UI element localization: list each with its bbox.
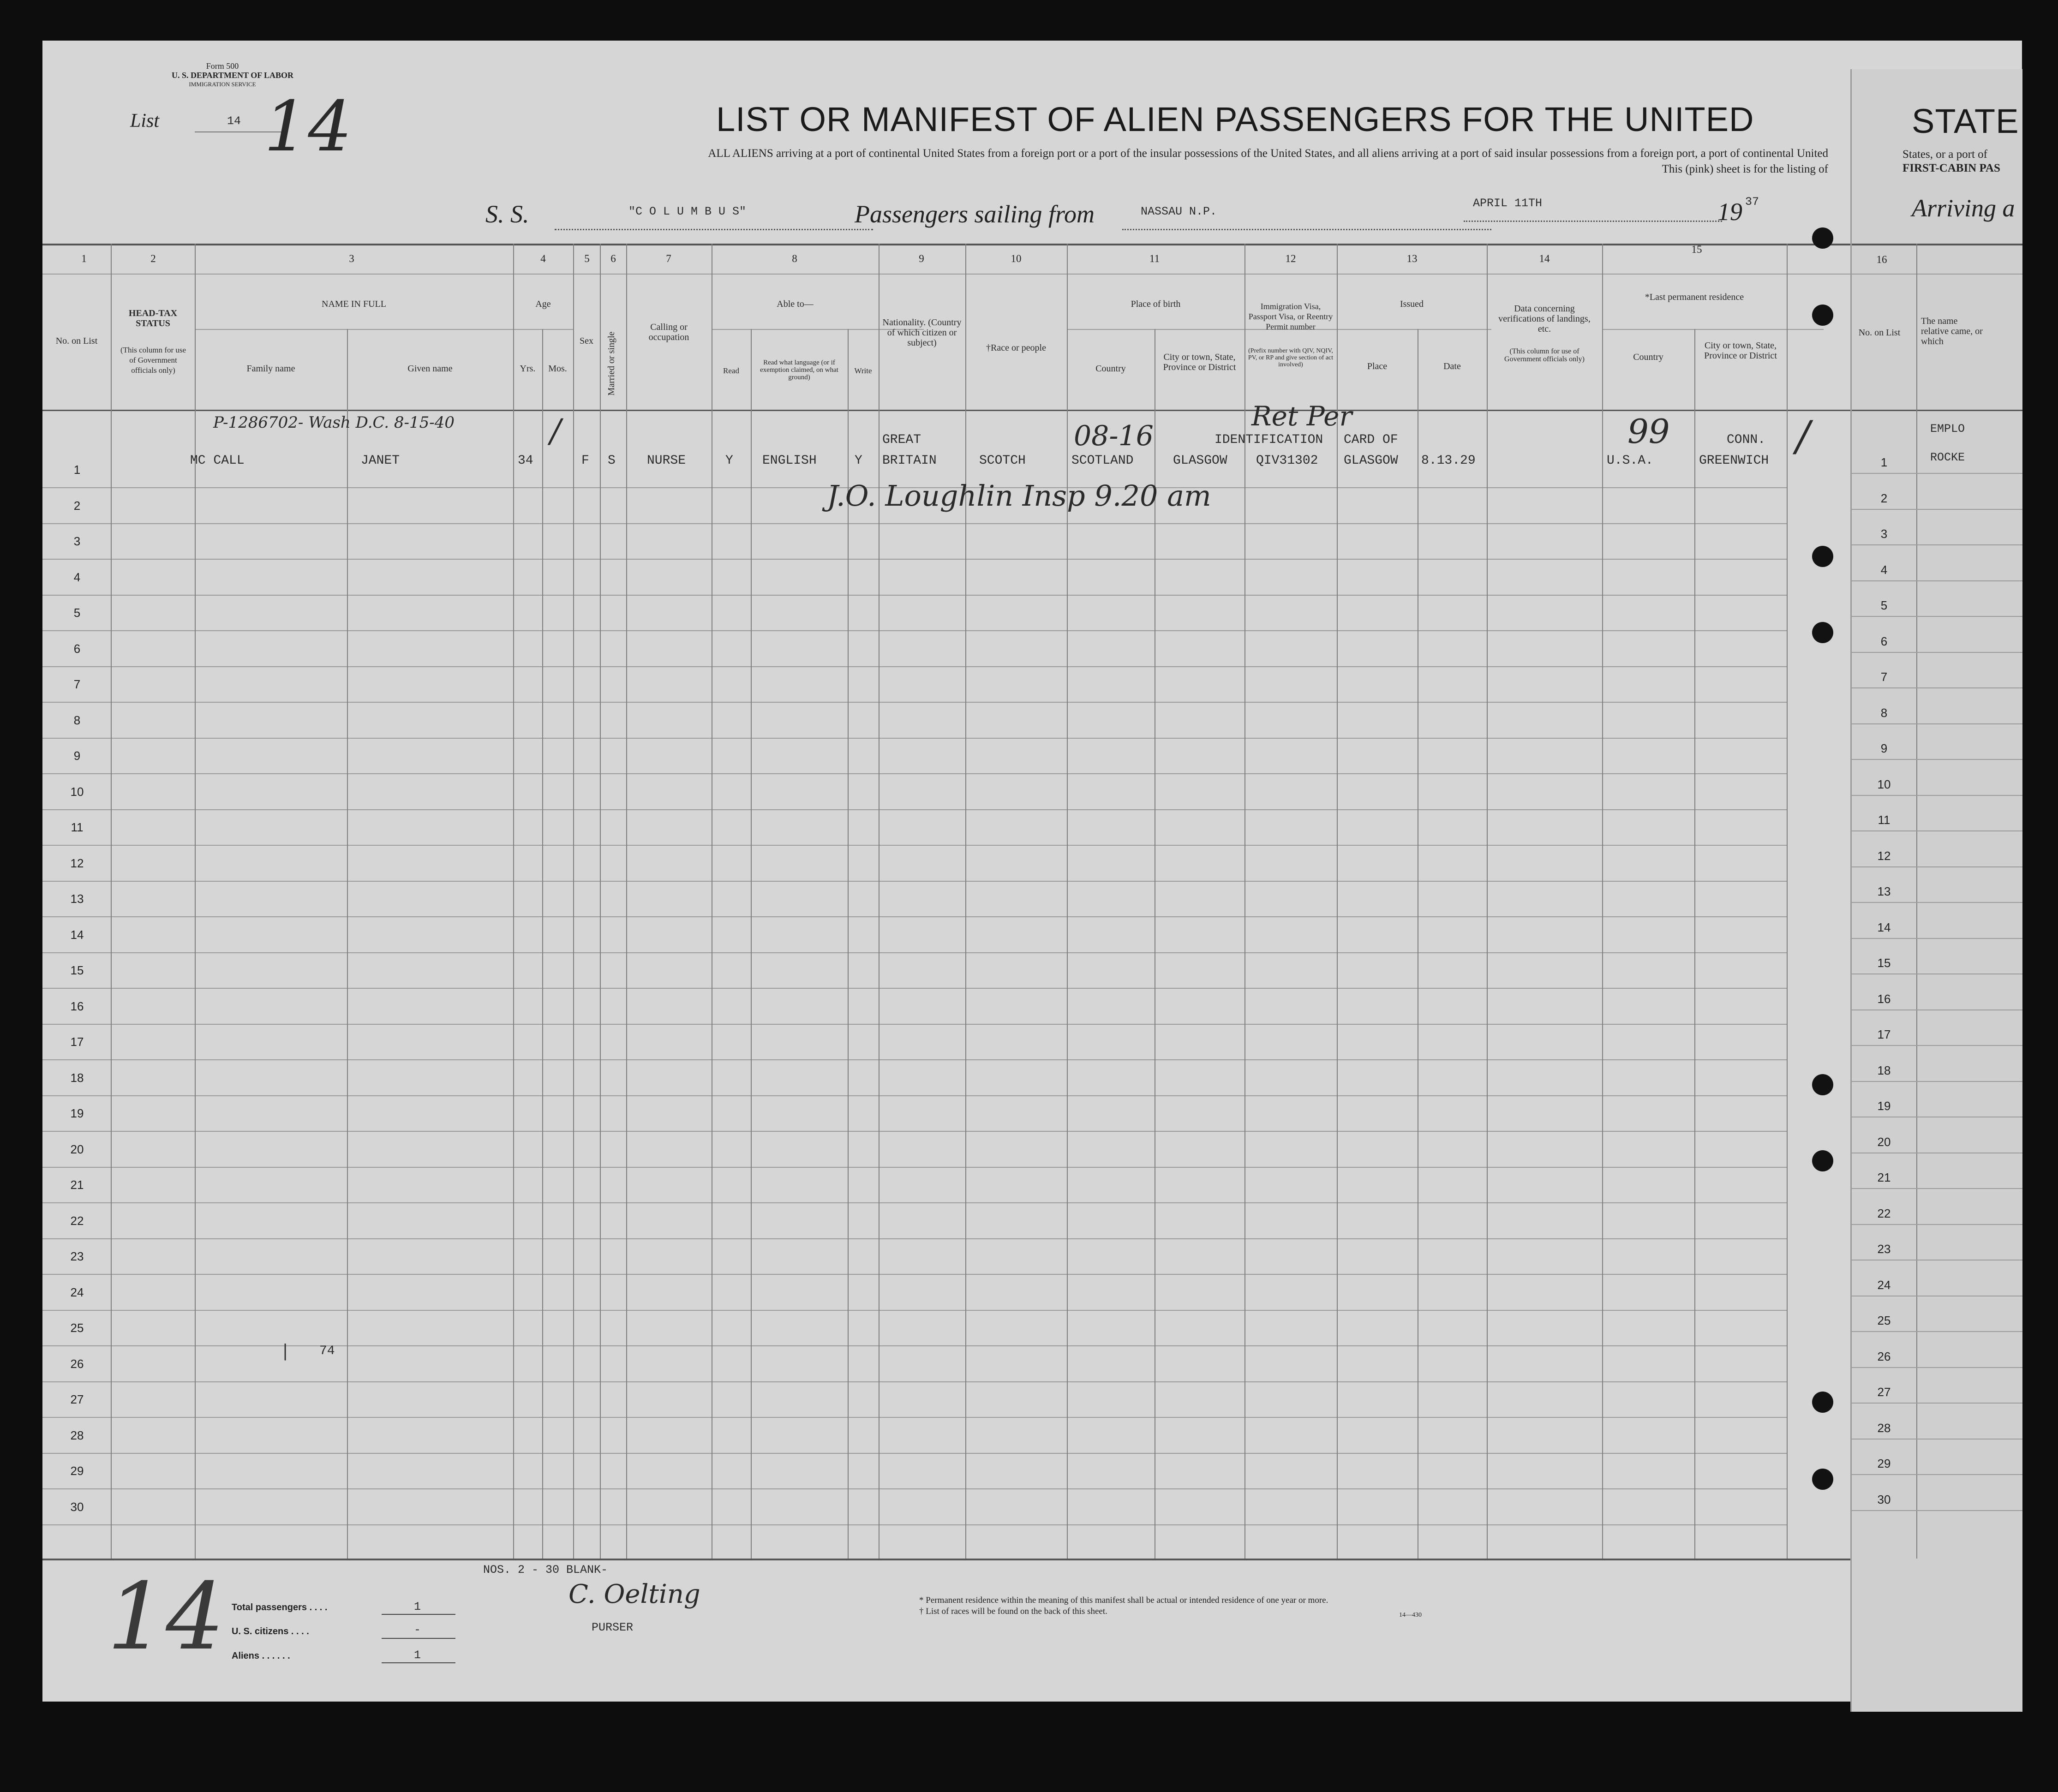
passenger-nationality-2: BRITAIN [882,454,937,468]
manifest-sheet [42,41,2022,1702]
row-line [42,1345,1787,1346]
hdr-family-name: Family name [246,364,295,374]
col-number-15: 15 [1691,244,1702,255]
col-number-4: 4 [540,253,546,264]
row-number: 21 [70,1178,84,1192]
punch-hole [1812,1469,1833,1490]
passenger-nationality-1: GREAT [882,433,921,447]
row-line [42,809,1787,810]
name-subheader-line [195,329,541,330]
passenger-res-country: U.S.A. [1607,454,1653,468]
birth-annotation: 08-16 [1074,420,1154,452]
form-reference [172,61,294,89]
col-number-6: 6 [610,253,616,264]
row-line-adjacent [1852,795,2022,796]
adjacent-sheet [1850,69,2022,1712]
row-number-adjacent: 9 [1880,741,1888,755]
row-number-adjacent: 8 [1880,705,1888,720]
visa-annotation: Ret Per [1251,400,1352,432]
blank-note: NOS. 2 - 30 BLANK- [483,1563,608,1577]
col-line-9 [965,244,966,1559]
row-line-adjacent [1852,1224,2022,1225]
citizens-label: U. S. citizens . . . . [232,1626,309,1637]
hdr-verifications-note: (This column for use of Government officials only) [1504,347,1585,363]
row-line-adjacent [1852,1331,2022,1332]
table-bottom-border [42,1559,1870,1560]
purser-signature: C. Oelting [568,1579,700,1609]
arriving-label: Arriving a [1912,194,2015,222]
hdr-nationality: Nationality. (Country of which citizen or subject) [882,317,962,348]
row-line [42,1488,1787,1489]
purser-label: PURSER [592,1621,634,1634]
row-number: 12 [70,856,84,870]
adj-col-line [1916,244,1917,1559]
col-line-3 [513,244,514,1559]
hdr-res-country: Country [1633,352,1663,362]
row-line [42,1095,1787,1096]
row-number-adjacent: 10 [1877,777,1891,791]
row-line-adjacent [1852,616,2022,617]
row-number-adjacent: 27 [1877,1385,1891,1399]
aliens-value: 1 [414,1649,421,1662]
row-line [42,916,1787,917]
row-number-adjacent: 22 [1877,1206,1891,1220]
row-number-adjacent: 30 [1877,1492,1891,1506]
row-line-adjacent [1852,1403,2022,1404]
passenger-sex: F [581,454,589,468]
punch-hole [1812,546,1833,567]
row-number-adjacent: 19 [1877,1099,1891,1113]
hdr-write: Write [854,366,872,375]
col-line-15 [1787,244,1788,1559]
row-number: 10 [70,784,84,799]
list-label: List [130,110,160,131]
row-number-adjacent: 14 [1877,920,1891,934]
row-line [42,559,1787,560]
aliens-label: Aliens . . . . . . [232,1651,290,1661]
col-line-6 [626,244,627,1559]
row-line-adjacent [1852,723,2022,724]
residence-subheader-line [1602,329,1824,330]
col-number-1: 1 [81,253,87,264]
hdr-read: Read [723,366,739,375]
row-line-adjacent [1852,687,2022,688]
row-number: 7 [73,677,81,691]
passenger-birth-city: GLASGOW [1173,454,1227,468]
row-number: 16 [70,999,84,1013]
row-number: 25 [70,1321,84,1335]
row-number-adjacent: 18 [1877,1063,1891,1077]
hdr-given-name: Given name [407,364,453,374]
row-number: 5 [73,606,81,620]
row-number-adjacent: 15 [1877,956,1891,970]
row-number: 6 [73,641,81,656]
row-number: 30 [70,1499,84,1514]
col-number-13: 13 [1406,253,1418,264]
intro-line-1: ALL ALIENS arriving at a port of continental United States from a foreign port or a port of the insular possessions of the United States, and all aliens arriving at a port of said insular possessions from a foreign port, a port of continental United [708,147,1828,160]
row-number-adjacent: 1 [1880,455,1888,469]
footer-handwritten-page: 14 [107,1563,225,1671]
col-number-16: 16 [1876,254,1887,265]
passenger-visa-1: IDENTIFICATION [1214,433,1323,447]
total-passengers-label: Total passengers . . . . [232,1602,328,1613]
row-number: 19 [70,1106,84,1120]
row-number-adjacent: 25 [1877,1314,1891,1327]
ss-label: S. S. [485,200,529,228]
row-line [42,773,1787,774]
row-line-adjacent [1852,866,2022,867]
row-line [42,845,1787,846]
punch-hole [1812,1150,1833,1171]
citizens-value: - [414,1623,421,1637]
row-number-adjacent: 16 [1877,992,1891,1006]
passenger-issued-place-1: CARD OF [1344,433,1398,447]
year-suffix: 37 [1745,195,1759,209]
hdr-name-in-full: NAME IN FULL [322,299,386,309]
sailing-label: Passengers sailing from [855,200,1095,228]
col-line-4a [542,329,543,1559]
header-bottom-border [42,410,1870,411]
hdr-no-on-list-2: No. on List [1858,328,1901,338]
row-number: 23 [70,1249,84,1263]
residence-slash: / [1796,412,1810,460]
row-line-adjacent [1852,1009,2022,1010]
row-line-adjacent [1852,1510,2022,1511]
row-line-adjacent [1852,473,2022,474]
row-number: 26 [70,1356,84,1371]
passenger-family-name: MC CALL [190,454,245,468]
row-line [42,1202,1787,1203]
row-number-adjacent: 2 [1880,491,1888,505]
row-number-adjacent: 20 [1877,1135,1891,1149]
departure-port: NASSAU N.P. [1141,205,1217,218]
row-number-adjacent: 4 [1880,562,1888,577]
row-number-adjacent: 3 [1880,527,1888,541]
port-underline [1122,229,1491,230]
row-line [42,738,1787,739]
col-line-5 [600,244,601,1559]
row-line-adjacent [1852,1474,2022,1475]
row-line [42,595,1787,596]
row-number: 4 [73,570,81,584]
hdr-no-on-list: No. on List [55,336,98,346]
row-line [42,1310,1787,1311]
intro-line-2: This (pink) sheet is for the listing of [1662,163,1828,175]
passenger-read: Y [725,454,733,468]
department: U. S. DEPARTMENT OF LABOR [172,71,294,80]
col-number-2: 2 [150,253,156,264]
row-number: 13 [70,892,84,906]
row-number-adjacent: 23 [1877,1242,1891,1256]
punch-hole [1812,622,1833,643]
row-number-adjacent: 6 [1880,634,1888,648]
passenger-language: ENGLISH [762,454,817,468]
row-number: 18 [70,1070,84,1085]
row-number: 28 [70,1428,84,1442]
col-line-10 [1067,244,1068,1559]
passenger-given-name: JANET [361,454,400,468]
passenger-issued-date: 8.13.29 [1421,454,1476,468]
row-number: 14 [70,927,84,942]
row-line [42,1059,1787,1060]
age-subheader-line [513,329,573,330]
row26-tick: | [282,1342,288,1361]
row-line [42,630,1787,631]
col-line-14 [1602,244,1603,1559]
hdr-birth-city: City or town, State, Province or District [1163,352,1236,372]
passenger-write: Y [855,454,862,468]
col-line-12 [1337,244,1338,1559]
punch-hole [1812,227,1833,249]
hdr-relative: The name relative came, or which [1921,316,1983,346]
hdr-age: Age [535,299,551,309]
row-line-adjacent [1852,1081,2022,1082]
col-line-4 [573,244,574,1559]
row-number: 9 [73,749,81,763]
row-line [42,1238,1787,1239]
table-top-border [42,244,1870,245]
passenger-issued-place-2: GLASGOW [1344,454,1398,468]
row-number-adjacent: 21 [1877,1171,1891,1184]
row-number-adjacent: 26 [1877,1349,1891,1363]
residence-annotation: 99 [1627,412,1670,451]
row-line [42,881,1787,882]
col-number-8: 8 [792,253,797,264]
row-line-adjacent [1852,1045,2022,1046]
row-line-adjacent [1852,580,2022,581]
intro-continued-2: FIRST-CABIN PAS [1902,162,2000,174]
row-line [42,988,1787,989]
row-number: 20 [70,1142,84,1156]
hdr-head-tax-note: (This column for use of Government officials only) [120,346,186,375]
hdr-mos: Mos. [548,364,567,374]
row-number-adjacent: 17 [1877,1027,1891,1041]
hdr-yrs: Yrs. [520,364,536,374]
row-number-adjacent: 12 [1877,848,1891,863]
row-number: 8 [73,713,81,727]
hdr-res-city: City or town, State, Province or District [1704,340,1777,361]
intro-continued [1902,148,2000,175]
ship-name: "C O L U M B U S" [628,205,747,218]
col-line-8a [751,329,752,1559]
row-line-adjacent [1852,830,2022,831]
departure-date: APRIL 11TH [1473,197,1543,210]
row-line [42,1167,1787,1168]
column-number-divider [42,274,1870,275]
passenger-occupation: NURSE [647,454,686,468]
hdr-calling: Calling or occupation [648,322,689,342]
row-number: 24 [70,1285,84,1299]
col-number-11: 11 [1149,253,1160,264]
citizens-line [382,1638,455,1639]
row-line-adjacent [1852,938,2022,939]
row-line [42,523,1787,524]
hdr-visa: Immigration Visa, Passport Visa, or Reentry Permit number [1248,302,1333,331]
ship-underline [555,229,873,230]
intro-continued-1: States, or a port of [1902,148,1987,161]
col-number-9: 9 [919,253,924,264]
col-line-1 [111,244,112,1559]
hdr-place-of-birth: Place of birth [1131,299,1181,309]
hdr-head-tax: HEAD-TAX STATUS [128,308,178,329]
row-number-adjacent: 7 [1880,670,1888,684]
row-line [42,1024,1787,1025]
form-number: Form 500 [206,61,239,71]
punch-hole [1812,1074,1833,1095]
hdr-last-residence: *Last permanent residence [1645,292,1744,302]
adj-top-border [1852,244,2022,245]
col-line-13 [1487,244,1488,1559]
hdr-issued: Issued [1400,299,1424,309]
row-line-adjacent [1852,902,2022,903]
passenger-relative-2: ROCKE [1930,451,1965,464]
punch-hole [1812,305,1833,326]
passenger-annotation: P-1286702- Wash D.C. 8-15-40 [213,413,455,432]
row-line [42,702,1787,703]
col-line-8b [848,329,849,1559]
row-number-adjacent: 11 [1878,813,1890,827]
hdr-married: Married or single [606,331,616,396]
intro-text [379,146,1828,177]
col-line-15a [1694,329,1695,1559]
passenger-birth-country: SCOTLAND [1071,454,1134,468]
adj-header-border [1852,410,2022,411]
col-number-5: 5 [584,253,590,264]
row-line-adjacent [1852,1367,2022,1368]
list-handwritten-number: 14 [264,87,352,167]
title-continued: STATE [1912,102,2019,140]
year-prefix: 19 [1717,198,1742,226]
row-line [42,666,1787,667]
print-code: 14—430 [1399,1612,1422,1619]
row-line [42,1453,1787,1454]
col-line-2 [195,244,196,1559]
passenger-visa-2: QIV31302 [1256,454,1318,468]
row-number-adjacent: 5 [1880,598,1888,612]
row-line-adjacent [1852,652,2022,653]
aliens-line [382,1662,455,1663]
passenger-res-city-2: GREENWICH [1699,454,1769,468]
row-line [42,1524,1787,1525]
row-number-adjacent: 13 [1877,884,1891,898]
hdr-visa-note: (Prefix number with QIV, NQIV, PV, or RP and give section of act involved) [1248,347,1334,368]
adj-number-divider [1852,274,2022,275]
col-number-14: 14 [1539,253,1550,264]
row-line-adjacent [1852,509,2022,510]
hdr-race: †Race or people [986,343,1046,353]
hdr-birth-country: Country [1095,364,1126,374]
row-line-adjacent [1852,1188,2022,1189]
passenger-relative-1: EMPLO [1930,422,1965,436]
passenger-age-yrs: 34 [518,454,533,468]
row-number: 22 [70,1213,84,1228]
row-number: 1 [73,463,81,477]
service: IMMIGRATION SERVICE [189,81,256,88]
row-line-adjacent [1852,759,2022,760]
row-number: 3 [73,534,81,548]
footnote-residence: * Permanent residence within the meaning of this manifest shall be actual or intended residence of one year or more. [919,1595,1328,1605]
col-number-10: 10 [1011,253,1022,264]
col-number-7: 7 [666,253,671,264]
age-checkmark: / [550,412,561,450]
hdr-able-to: Able to— [777,299,814,309]
row-number: 2 [73,498,81,513]
page-title: LIST OR MANIFEST OF ALIEN PASSENGERS FOR THE UNITED [716,100,1754,138]
hdr-read-language: Read what language (or if exemption claimed, on what ground) [760,359,838,381]
punch-hole [1812,1392,1833,1413]
total-line [382,1614,455,1615]
row-number: 11 [71,820,84,834]
row-number: 15 [70,963,84,977]
list-typed: 14 [227,114,241,128]
row-line [42,1274,1787,1275]
col-number-3: 3 [349,253,354,264]
row-line-adjacent [1852,1439,2022,1440]
row-line [42,1381,1787,1382]
row-line-adjacent [1852,544,2022,545]
hdr-issued-place: Place [1367,361,1388,371]
row-number-adjacent: 28 [1877,1421,1891,1435]
total-passengers-value: 1 [414,1600,421,1613]
row26-annotation: 74 [319,1344,335,1358]
hdr-sex: Sex [580,336,593,346]
hdr-issued-date: Date [1443,361,1461,371]
row-number: 27 [70,1392,84,1406]
passenger-race: SCOTCH [979,454,1026,468]
col-line-3a [347,329,348,1559]
row-number: 29 [70,1464,84,1478]
date-underline [1464,221,1722,222]
hdr-verifications: Data concerning verifications of landings, etc. [1498,304,1591,334]
row-number: 17 [70,1035,84,1049]
row-number-adjacent: 24 [1877,1278,1891,1292]
col-number-12: 12 [1285,253,1296,264]
footnote-races: † List of races will be found on the back of this sheet. [919,1607,1107,1616]
row-line [42,1131,1787,1132]
row-line [42,1417,1787,1418]
row-number-adjacent: 29 [1877,1457,1891,1470]
passenger-res-city-1: CONN. [1727,433,1766,447]
inspector-note: J.O. Loughlin Insp 9.20 am [827,479,1211,513]
row-line [42,952,1787,953]
passenger-married: S [608,454,616,468]
